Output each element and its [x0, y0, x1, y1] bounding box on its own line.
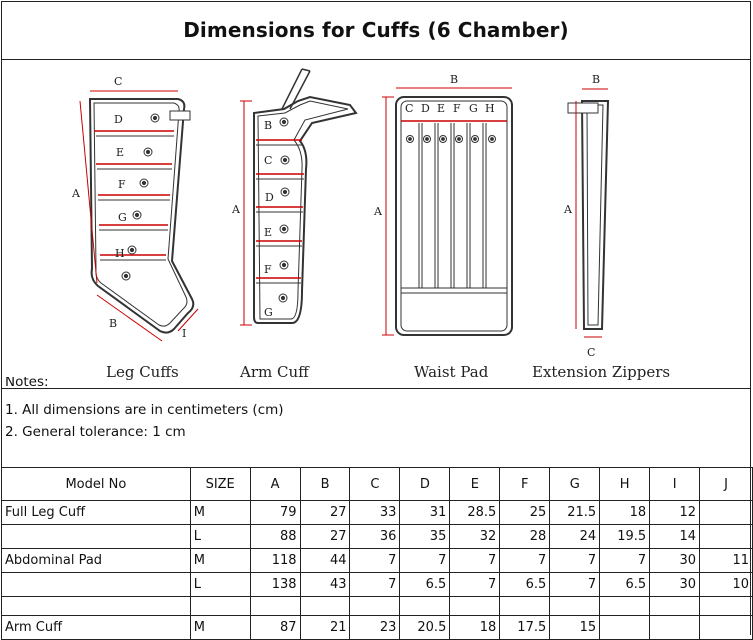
notes-heading: Notes:	[5, 377, 49, 388]
table-cell: 7	[350, 549, 400, 573]
extension-zipper-diagram	[563, 73, 608, 359]
table-cell: 15	[550, 616, 600, 640]
table-cell: 36	[350, 525, 400, 549]
table-cell: 21.5	[550, 501, 600, 525]
svg-text:H: H	[115, 247, 125, 260]
extension-zippers-caption: Extension Zippers	[532, 363, 671, 381]
table-header-cell: C	[350, 468, 400, 501]
table-cell	[2, 573, 191, 597]
svg-text:C: C	[587, 346, 596, 359]
svg-text:C: C	[405, 102, 414, 115]
table-cell: M	[190, 616, 250, 640]
table-cell	[190, 597, 250, 616]
table-cell: 7	[550, 549, 600, 573]
table-cell	[500, 597, 550, 616]
table-cell: 7	[450, 573, 500, 597]
table-cell: 88	[250, 525, 300, 549]
table-cell	[450, 597, 500, 616]
table-cell	[700, 525, 753, 549]
table-cell: 20.5	[400, 616, 450, 640]
table-cell: 7	[600, 549, 650, 573]
table-cell: M	[190, 549, 250, 573]
table-header-cell: G	[550, 468, 600, 501]
table-header-cell: J	[700, 468, 753, 501]
table-cell: 25	[500, 501, 550, 525]
table-header-row	[2, 468, 753, 501]
table-cell	[600, 597, 650, 616]
table-header-cell: I	[650, 468, 700, 501]
table-cell: 44	[300, 549, 350, 573]
table-cell: 7	[550, 573, 600, 597]
table-header-cell: Model No	[2, 468, 191, 501]
table-cell: 87	[250, 616, 300, 640]
table-cell: 17.5	[500, 616, 550, 640]
table-row	[2, 525, 753, 549]
table-row	[2, 549, 753, 573]
svg-text:F: F	[264, 263, 272, 276]
table-header-cell: B	[300, 468, 350, 501]
table-cell: Full Leg Cuff	[2, 501, 191, 525]
svg-text:A: A	[72, 187, 80, 200]
table-cell: L	[190, 573, 250, 597]
table-cell: 7	[350, 573, 400, 597]
table-cell: 7	[450, 549, 500, 573]
table-cell: 6.5	[400, 573, 450, 597]
table-cell	[400, 597, 450, 616]
table-header-cell: SIZE	[190, 468, 250, 501]
svg-text:B: B	[450, 73, 459, 86]
leg-cuff-diagram	[71, 75, 198, 341]
table-cell: 18	[450, 616, 500, 640]
svg-text:H: H	[485, 102, 495, 115]
table-cell: 28.5	[450, 501, 500, 525]
arm-cuff-diagram	[231, 69, 356, 325]
table-cell: 21	[300, 616, 350, 640]
svg-text:E: E	[264, 226, 273, 239]
table-cell	[700, 597, 753, 616]
table-row	[2, 501, 753, 525]
table-cell	[250, 597, 300, 616]
title-bar	[1, 1, 751, 60]
svg-text:C: C	[114, 75, 123, 88]
table-header-cell: D	[400, 468, 450, 501]
table-header-cell: A	[250, 468, 300, 501]
table-header-cell: F	[500, 468, 550, 501]
svg-text:F: F	[453, 102, 461, 115]
table-cell: 6.5	[500, 573, 550, 597]
cuff-diagrams	[2, 61, 750, 389]
svg-text:F: F	[118, 178, 126, 191]
leg-cuffs-caption: Leg Cuffs	[106, 363, 179, 381]
table-cell: Abdominal Pad	[2, 549, 191, 573]
svg-text:E: E	[116, 146, 125, 159]
svg-text:G: G	[469, 102, 478, 115]
table-cell	[700, 501, 753, 525]
svg-text:I: I	[182, 327, 187, 340]
table-cell: 27	[300, 501, 350, 525]
table-cell: 43	[300, 573, 350, 597]
table-cell: 11	[700, 549, 753, 573]
svg-text:B: B	[109, 317, 118, 330]
svg-text:A: A	[564, 203, 572, 216]
notes-block	[5, 377, 284, 443]
page-title: Dimensions for Cuffs (6 Chamber)	[183, 18, 569, 42]
table-cell: 27	[300, 525, 350, 549]
table-cell: 19.5	[600, 525, 650, 549]
svg-text:D: D	[265, 191, 274, 204]
svg-text:G: G	[118, 211, 127, 224]
table-cell: Arm Cuff	[2, 616, 191, 640]
table-cell: 6.5	[600, 573, 650, 597]
table-cell: 7	[400, 549, 450, 573]
table-cell: 30	[650, 549, 700, 573]
table-cell: 138	[250, 573, 300, 597]
table-cell: 79	[250, 501, 300, 525]
note-line-1: 1. All dimensions are in centimeters (cm)	[5, 402, 284, 418]
table-cell	[2, 525, 191, 549]
diagram-area	[2, 61, 750, 389]
table-cell: 7	[500, 549, 550, 573]
waist-pad-diagram	[373, 73, 512, 335]
table-cell: 12	[650, 501, 700, 525]
table-cell	[650, 597, 700, 616]
dimensions-table	[1, 467, 753, 640]
table-cell: 24	[550, 525, 600, 549]
waist-pad-caption: Waist Pad	[414, 363, 489, 381]
table-cell: 33	[350, 501, 400, 525]
table-cell: 10	[700, 573, 753, 597]
table-cell	[2, 597, 191, 616]
svg-text:D: D	[421, 102, 430, 115]
svg-text:D: D	[114, 113, 123, 126]
table-cell: 118	[250, 549, 300, 573]
table-header-cell: E	[450, 468, 500, 501]
table-cell: 14	[650, 525, 700, 549]
svg-text:C: C	[264, 154, 273, 167]
table-cell: L	[190, 525, 250, 549]
note-line-2: 2. General tolerance: 1 cm	[5, 424, 186, 440]
table-row	[2, 573, 753, 597]
table-cell: 23	[350, 616, 400, 640]
table-row	[2, 597, 753, 616]
table-cell: 18	[600, 501, 650, 525]
svg-text:G: G	[264, 306, 273, 319]
table-cell: M	[190, 501, 250, 525]
table-cell	[350, 597, 400, 616]
svg-text:A: A	[232, 203, 240, 216]
svg-text:B: B	[264, 119, 273, 132]
svg-text:E: E	[437, 102, 446, 115]
table-cell: 28	[500, 525, 550, 549]
svg-text:A: A	[374, 205, 382, 218]
table-cell: 30	[650, 573, 700, 597]
arm-cuff-caption: Arm Cuff	[240, 363, 309, 381]
table-cell	[300, 597, 350, 616]
table-cell: 31	[400, 501, 450, 525]
table-header-cell: H	[600, 468, 650, 501]
svg-text:B: B	[592, 73, 601, 86]
table-cell: 35	[400, 525, 450, 549]
table-cell: 32	[450, 525, 500, 549]
table-cell	[550, 597, 600, 616]
